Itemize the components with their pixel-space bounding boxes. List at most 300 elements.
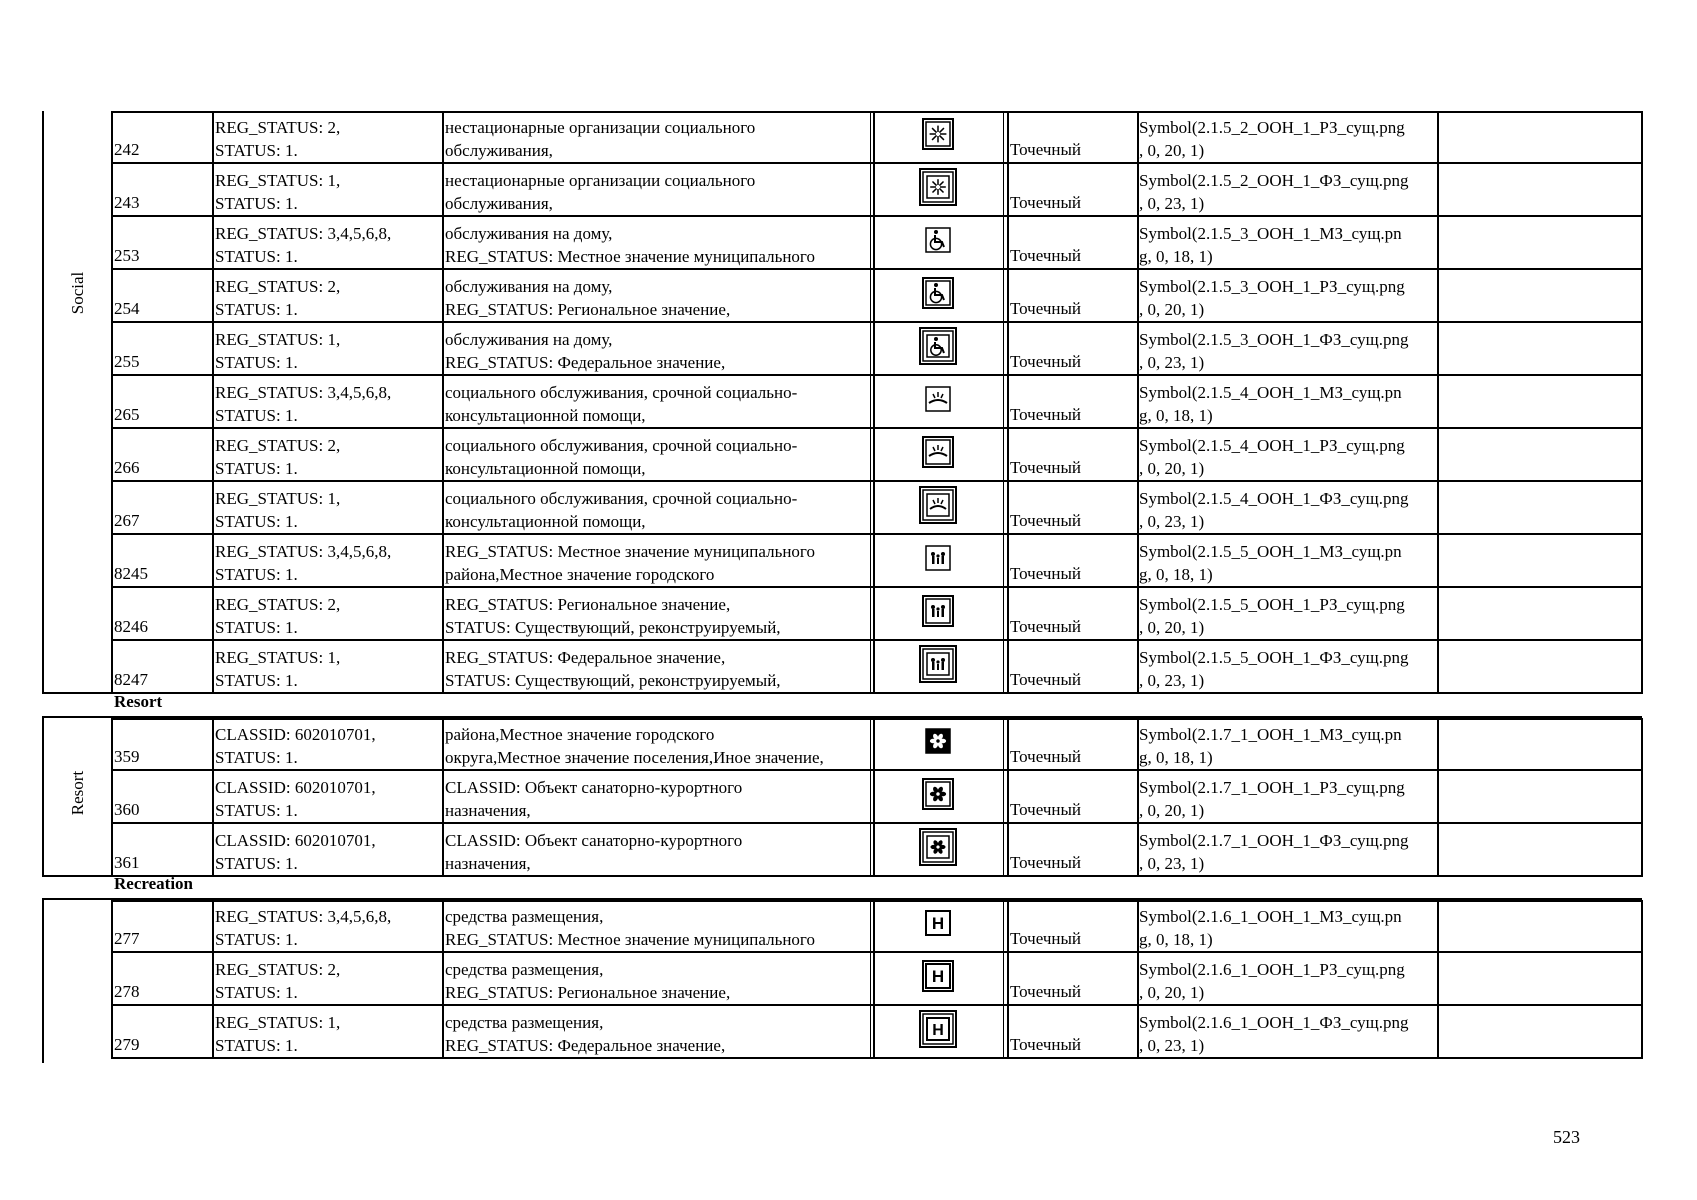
type-label: Точечный [1010,140,1082,159]
cell-id [111,111,211,162]
hotel-icon [919,1010,957,1054]
grid-line-horizontal [42,692,112,694]
grid-line-vertical [873,900,875,1059]
hotel-icon [924,909,952,943]
cell-id [111,953,211,1004]
grid-line-vertical [870,111,871,694]
cell-symbol-spec [1137,771,1433,822]
filter-line-1: REG_STATUS: 1, [215,330,341,349]
cell-symbol-image [872,641,1003,692]
description-line-2: REG_STATUS: Федеральное значение, [445,353,726,372]
cell-empty [1437,771,1642,822]
symbol-line-2: , 0, 20, 1) [1139,618,1205,637]
cell-type [1007,270,1134,321]
cell-type [1007,1006,1134,1057]
description-line-2: назначения, [445,801,531,820]
cell-type [1007,482,1134,533]
cell-empty [1437,641,1642,692]
description-line-1: CLASSID: Объект санаторно-курортного [445,831,743,850]
cell-empty [1437,323,1642,374]
type-label: Точечный [1010,800,1082,819]
symbol-line-2: , 0, 23, 1) [1139,854,1205,873]
table-row [111,900,1642,953]
cell-description [442,376,867,427]
symbol-line-2: g, 0, 18, 1) [1139,930,1213,949]
grid-line-vertical [1641,718,1643,877]
description-line-2: REG_STATUS: Региональное значение, [445,983,731,1002]
grid-line-vertical [1641,111,1643,694]
cell-id [111,718,211,769]
cell-type [1007,771,1134,822]
cell-filter [212,588,439,639]
grid-line-vertical [870,718,871,877]
section-header-recreation: Recreation [114,874,193,893]
row-id: 277 [114,929,140,948]
description-line-2: STATUS: Существующий, реконструируемый, [445,671,781,690]
cell-empty [1437,111,1642,162]
resort-flower-icon [924,727,952,761]
cell-description [442,217,867,268]
row-id: 265 [114,405,140,424]
cell-symbol-image [872,429,1003,480]
table-row [111,429,1642,482]
filter-line-2: STATUS: 1. [215,459,298,478]
symbol-line-1: Symbol(2.1.5_2_ООН_1_РЗ_сущ.png [1139,118,1405,137]
filter-line-1: REG_STATUS: 3,4,5,6,8, [215,383,392,402]
filter-line-2: STATUS: 1. [215,512,298,531]
cell-id [111,482,211,533]
symbol-line-2: g, 0, 18, 1) [1139,748,1213,767]
cell-description [442,771,867,822]
cell-filter [212,111,439,162]
grid-line-vertical [1137,718,1139,877]
filter-line-2: STATUS: 1. [215,406,298,425]
grid-line-vertical [1437,111,1439,694]
grid-line-vertical [42,898,44,1063]
type-label: Точечный [1010,352,1082,371]
description-line-2: STATUS: Существующий, реконструируемый, [445,618,781,637]
symbol-line-1: Symbol(2.1.5_5_ООН_1_МЗ_сущ.pn [1139,542,1402,561]
grid-line-vertical [1437,900,1439,1059]
table-row [111,641,1642,694]
cell-filter [212,217,439,268]
type-label: Точечный [1010,193,1082,212]
social-care-icon [922,118,954,156]
cell-empty [1437,824,1642,875]
row-id: 8247 [114,670,148,689]
type-label: Точечный [1010,670,1082,689]
type-label: Точечный [1010,929,1082,948]
social-help-icon [919,486,957,530]
filter-line-1: REG_STATUS: 1, [215,648,341,667]
cell-type [1007,718,1134,769]
cell-symbol-image [872,164,1003,215]
grid-line-vertical [42,716,44,877]
type-label: Точечный [1010,1035,1082,1054]
description-line-1: обслуживания на дому, [445,277,613,296]
type-label: Точечный [1010,511,1082,530]
cell-symbol-image [872,771,1003,822]
filter-line-1: REG_STATUS: 2, [215,277,341,296]
cell-empty [1437,376,1642,427]
row-id: 8245 [114,564,148,583]
filter-line-1: REG_STATUS: 3,4,5,6,8, [215,224,392,243]
symbol-line-2: , 0, 23, 1) [1139,353,1205,372]
description-line-1: средства размещения, [445,907,604,926]
cell-id [111,164,211,215]
description-line-1: нестационарные организации социального [445,171,756,190]
filter-line-2: STATUS: 1. [215,1036,298,1055]
cell-symbol-spec [1137,900,1433,951]
description-line-2: REG_STATUS: Местное значение муниципального [445,247,815,266]
type-label: Точечный [1010,747,1082,766]
filter-line-2: STATUS: 1. [215,930,298,949]
type-label: Точечный [1010,405,1082,424]
table-row [111,111,1642,164]
grid-line-horizontal [111,716,1642,718]
table-row [111,771,1642,824]
grid-line-vertical [111,900,113,1059]
cell-symbol-spec [1137,641,1433,692]
cell-type [1007,111,1134,162]
symbol-line-1: Symbol(2.1.5_5_ООН_1_РЗ_сущ.png [1139,595,1405,614]
svg-text:H: H [931,1021,944,1039]
cell-description [442,900,867,951]
cell-symbol-image [872,270,1003,321]
filter-line-1: REG_STATUS: 1, [215,1013,341,1032]
page-number: 523 [1553,1127,1580,1147]
symbol-line-1: Symbol(2.1.7_1_ООН_1_ФЗ_сущ.png [1139,831,1409,850]
cell-symbol-spec [1137,323,1433,374]
filter-line-2: STATUS: 1. [215,300,298,319]
grid-line-vertical [1137,900,1139,1059]
cell-symbol-image [872,482,1003,533]
cell-description [442,641,867,692]
grid-line-vertical [1003,111,1004,694]
cell-symbol-image [872,1006,1003,1057]
cell-filter [212,900,439,951]
cell-symbol-spec [1137,718,1433,769]
description-line-1: REG_STATUS: Федеральное значение, [445,648,726,667]
family-icon [922,595,954,633]
cell-filter [212,535,439,586]
cell-type [1007,376,1134,427]
cell-empty [1437,164,1642,215]
cell-id [111,429,211,480]
cell-symbol-image [872,953,1003,1004]
cell-filter [212,718,439,769]
description-line-2: REG_STATUS: Местное значение муниципального [445,930,815,949]
filter-line-1: REG_STATUS: 1, [215,171,341,190]
filter-line-2: STATUS: 1. [215,565,298,584]
description-line-1: средства размещения, [445,1013,604,1032]
grid-line-vertical [1007,900,1009,1059]
cell-type [1007,588,1134,639]
grid-line-vertical [873,111,875,694]
cell-symbol-image [872,900,1003,951]
grid-line-horizontal [111,898,1642,900]
grid-line-horizontal [42,716,112,718]
row-id: 279 [114,1035,140,1054]
cell-description [442,1006,867,1057]
cell-type [1007,824,1134,875]
cell-id [111,824,211,875]
symbol-line-2: g, 0, 18, 1) [1139,565,1213,584]
resort-flower-icon [919,828,957,872]
resort-flower-icon [922,778,954,816]
filter-line-1: REG_STATUS: 2, [215,436,341,455]
symbol-line-1: Symbol(2.1.6_1_ООН_1_РЗ_сущ.png [1139,960,1405,979]
filter-line-1: REG_STATUS: 2, [215,595,341,614]
table-row [111,588,1642,641]
description-line-2: обслуживания, [445,141,553,160]
row-id: 267 [114,511,140,530]
table-row [111,535,1642,588]
cell-description [442,429,867,480]
description-line-1: средства размещения, [445,960,604,979]
grid-line-vertical [1641,900,1643,1059]
filter-line-2: STATUS: 1. [215,748,298,767]
cell-symbol-spec [1137,953,1433,1004]
grid-line-vertical [212,718,214,877]
filter-line-1: CLASSID: 602010701, [215,725,376,744]
grid-line-vertical [1003,900,1004,1059]
cell-description [442,535,867,586]
symbol-line-2: , 0, 20, 1) [1139,300,1205,319]
description-line-1: обслуживания на дому, [445,224,613,243]
grid-line-vertical [1007,111,1009,694]
social-help-icon [924,385,952,419]
type-label: Точечный [1010,564,1082,583]
description-line-1: нестационарные организации социального [445,118,756,137]
cell-type [1007,217,1134,268]
type-label: Точечный [1010,982,1082,1001]
cell-symbol-image [872,111,1003,162]
symbol-line-2: , 0, 20, 1) [1139,801,1205,820]
cell-empty [1437,535,1642,586]
grid-line-vertical [42,111,44,694]
row-id: 8246 [114,617,148,636]
description-line-2: обслуживания, [445,194,553,213]
filter-line-2: STATUS: 1. [215,247,298,266]
symbol-line-2: , 0, 20, 1) [1139,141,1205,160]
description-line-1: CLASSID: Объект санаторно-курортного [445,778,743,797]
cell-id [111,588,211,639]
social-care-icon [919,168,957,212]
filter-line-2: STATUS: 1. [215,194,298,213]
grid-line-vertical [212,900,214,1059]
cell-description [442,323,867,374]
grid-line-horizontal [111,900,1642,902]
description-line-2: консультационной помощи, [445,512,646,531]
symbol-line-1: Symbol(2.1.7_1_ООН_1_РЗ_сущ.png [1139,778,1405,797]
grid-line-horizontal [111,718,1642,720]
cell-id [111,900,211,951]
group-label-resort: Resort [68,770,87,816]
grid-line-vertical [1007,718,1009,877]
cell-filter [212,482,439,533]
cell-id [111,1006,211,1057]
cell-id [111,771,211,822]
filter-line-2: STATUS: 1. [215,671,298,690]
row-id: 254 [114,299,140,318]
cell-empty [1437,588,1642,639]
cell-empty [1437,429,1642,480]
symbol-line-2: g, 0, 18, 1) [1139,247,1213,266]
cell-empty [1437,718,1642,769]
cell-symbol-image [872,535,1003,586]
row-id: 359 [114,747,140,766]
grid-line-vertical [212,111,214,694]
cell-filter [212,1006,439,1057]
grid-line-vertical [1137,111,1139,694]
grid-line-vertical [1003,718,1004,877]
table-row [111,217,1642,270]
grid-line-horizontal [42,898,112,900]
cell-symbol-spec [1137,376,1433,427]
cell-filter [212,270,439,321]
cell-filter [212,323,439,374]
cell-description [442,718,867,769]
cell-symbol-image [872,323,1003,374]
cell-symbol-spec [1137,164,1433,215]
description-line-1: района,Местное значение городского [445,725,715,744]
table-row [111,323,1642,376]
row-id: 242 [114,140,140,159]
filter-line-1: REG_STATUS: 2, [215,118,341,137]
wheelchair-icon [922,277,954,315]
cell-type [1007,323,1134,374]
type-label: Точечный [1010,299,1082,318]
table-row [111,164,1642,217]
cell-symbol-spec [1137,111,1433,162]
cell-symbol-spec [1137,1006,1433,1057]
filter-line-2: STATUS: 1. [215,141,298,160]
wheelchair-icon [924,226,952,260]
description-line-1: социального обслуживания, срочной социально- [445,383,798,402]
grid-line-vertical [111,718,113,877]
cell-description [442,164,867,215]
table-row [111,376,1642,429]
cell-symbol-image [872,376,1003,427]
grid-line-vertical [111,111,113,694]
symbol-line-1: Symbol(2.1.5_3_ООН_1_ФЗ_сущ.png [1139,330,1409,349]
row-id: 278 [114,982,140,1001]
cell-id [111,535,211,586]
cell-description [442,588,867,639]
symbol-line-2: , 0, 23, 1) [1139,512,1205,531]
row-id: 361 [114,853,140,872]
row-id: 255 [114,352,140,371]
cell-id [111,270,211,321]
wheelchair-icon [919,327,957,371]
cell-filter [212,824,439,875]
cell-id [111,323,211,374]
symbol-line-1: Symbol(2.1.5_3_ООН_1_РЗ_сущ.png [1139,277,1405,296]
cell-description [442,111,867,162]
svg-text:H: H [931,913,944,933]
filter-line-1: REG_STATUS: 3,4,5,6,8, [215,542,392,561]
cell-symbol-image [872,824,1003,875]
filter-line-2: STATUS: 1. [215,983,298,1002]
cell-symbol-image [872,217,1003,268]
symbol-line-1: Symbol(2.1.5_4_ООН_1_РЗ_сущ.png [1139,436,1405,455]
cell-type [1007,429,1134,480]
cell-empty [1437,1006,1642,1057]
cell-symbol-spec [1137,217,1433,268]
description-line-1: REG_STATUS: Региональное значение, [445,595,731,614]
description-line-2: REG_STATUS: Федеральное значение, [445,1036,726,1055]
cell-id [111,376,211,427]
grid-line-vertical [1437,718,1439,877]
type-label: Точечный [1010,458,1082,477]
table-row [111,1006,1642,1059]
description-line-1: социального обслуживания, срочной социально- [445,489,798,508]
symbol-line-1: Symbol(2.1.5_3_ООН_1_МЗ_сущ.pn [1139,224,1402,243]
cell-symbol-image [872,588,1003,639]
filter-line-1: REG_STATUS: 3,4,5,6,8, [215,907,392,926]
row-id: 266 [114,458,140,477]
description-line-1: обслуживания на дому, [445,330,613,349]
description-line-1: социального обслуживания, срочной социально- [445,436,798,455]
type-label: Точечный [1010,617,1082,636]
filter-line-2: STATUS: 1. [215,801,298,820]
family-icon [924,544,952,578]
description-line-2: назначения, [445,854,531,873]
table-row [111,953,1642,1006]
cell-symbol-image [872,718,1003,769]
cell-type [1007,953,1134,1004]
cell-description [442,824,867,875]
row-id: 253 [114,246,140,265]
filter-line-2: STATUS: 1. [215,618,298,637]
type-label: Точечный [1010,853,1082,872]
type-label: Точечный [1010,246,1082,265]
table-row [111,270,1642,323]
symbol-line-2: , 0, 23, 1) [1139,1036,1205,1055]
grid-line-vertical [873,718,875,877]
family-icon [919,645,957,689]
table-row [111,718,1642,771]
cell-empty [1437,900,1642,951]
cell-description [442,953,867,1004]
cell-symbol-spec [1137,824,1433,875]
cell-id [111,641,211,692]
filter-line-1: CLASSID: 602010701, [215,831,376,850]
grid-line-horizontal [111,111,1642,113]
description-line-2: консультационной помощи, [445,459,646,478]
row-id: 243 [114,193,140,212]
cell-type [1007,535,1134,586]
grid-line-vertical [442,718,444,877]
cell-symbol-spec [1137,429,1433,480]
cell-id [111,217,211,268]
description-line-2: REG_STATUS: Региональное значение, [445,300,731,319]
symbol-line-1: Symbol(2.1.6_1_ООН_1_МЗ_сущ.pn [1139,907,1402,926]
cell-filter [212,771,439,822]
cell-filter [212,376,439,427]
filter-line-2: STATUS: 1. [215,854,298,873]
table-row [111,824,1642,877]
hotel-icon [922,960,954,998]
symbol-line-1: Symbol(2.1.5_4_ООН_1_ФЗ_сущ.png [1139,489,1409,508]
grid-line-horizontal [42,875,112,877]
cell-empty [1437,953,1642,1004]
cell-symbol-spec [1137,588,1433,639]
symbol-line-2: , 0, 23, 1) [1139,194,1205,213]
table-row [111,482,1642,535]
filter-line-1: REG_STATUS: 2, [215,960,341,979]
